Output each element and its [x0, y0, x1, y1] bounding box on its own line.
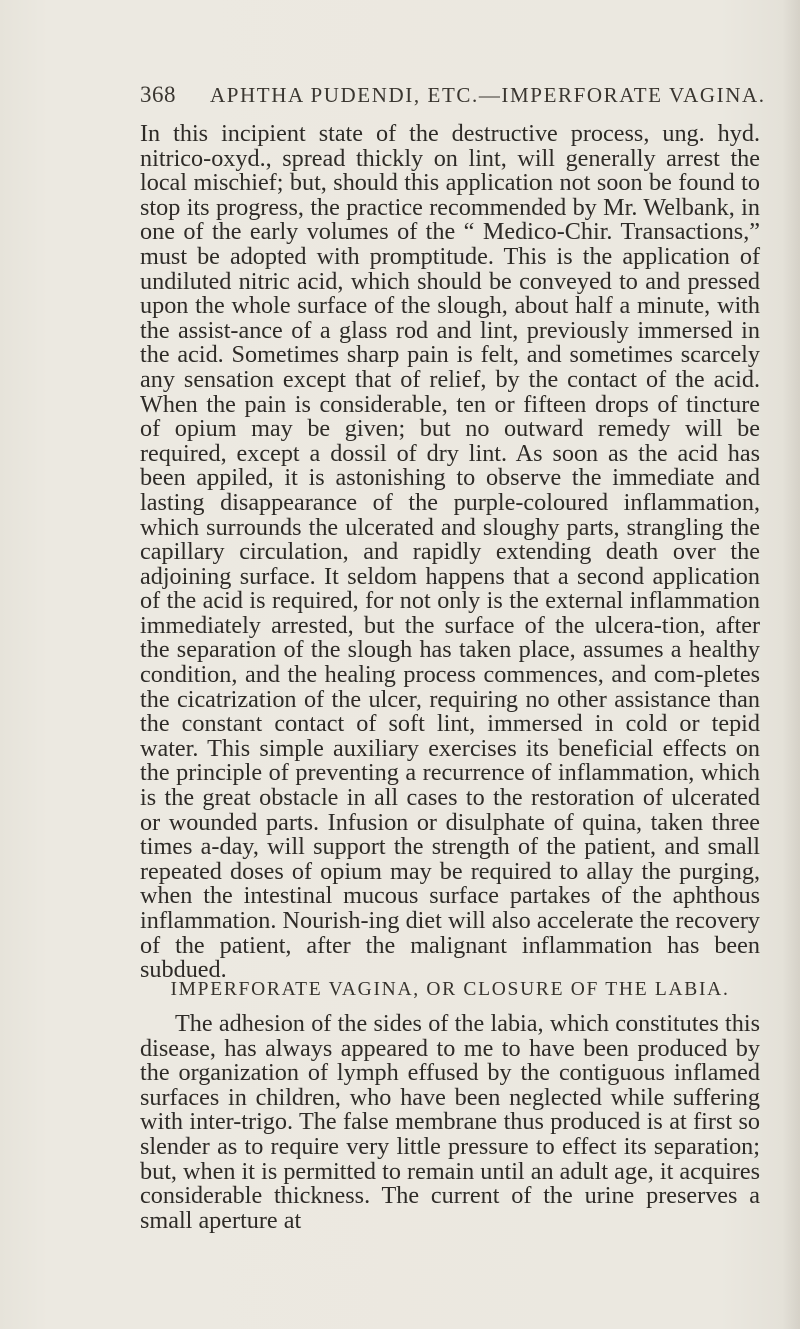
body-paragraph-1: In this incipient state of the destructive process, ung. hyd. nitrico-oxyd., spread thickly on lint, will generally arrest the local mischief; but, should this application not soon be found to stop its progress, the practice recommended by Mr. Welbank, in one of the early volumes of the “ Medico-Chir. Transactions,” must be adopted with promptitude. This is the application of undiluted nitric acid, which should be conveyed to and pressed upon the whole surface of the slough, about half a minute, with the assist-ance of a glass rod and lint, previously immersed in the acid. Sometimes sharp pain is felt, and sometimes scarcely any sensation except that of relief, by the contact of the acid. When the pain is considerable, ten or fifteen drops of tincture of opium may be given; but no outward remedy will be required, except a dossil of dry lint. As soon as the acid has been appiled, it is astonishing to observe the immediate and lasting disappearance of the purple-coloured inflammation, which surrounds the ulcerated and sloughy parts, strangling the capillary circulation, and rapidly extending death over the adjoining surface. It seldom happens that a second application of the acid is required, for not only is the external inflammation immediately arrested, but the surface of the ulcera-tion, after the separation of the slough has taken place, assumes a healthy condition, and the healing process commences, and com-pletes the cicatrization of the ulcer, requiring no other assistance than the constant contact of soft lint, immersed in cold or tepid water. This simple auxiliary exercises its beneficial effects on the principle of preventing a recurrence of inflammation, which is the great obstacle in all cases to the restoration of ulcerated or wounded parts. Infusion or disulphate of quina, taken three times a-day, will support the strength of the patient, and small repeated doses of opium may be required to allay the purging, when the intestinal mucous surface partakes of the aphthous inflammation. Nourish-ing diet will also accelerate the recovery of the patient, after the malignant inflammation has been subdued. [140, 120, 760, 984]
page-edge-shadow [782, 0, 800, 1329]
body-paragraph-2: The adhesion of the sides of the labia, which constitutes this disease, has always appeared to me to have been produced by the organization of lymph effused by the contiguous inflamed surfaces in children, who have been neglected while suffering with inter-trigo. The false membrane thus produced is at first so slender as to require very little pressure to effect its separation; but, when it is permitted to remain until an adult age, it acquires considerable thickness. The current of the urine preserves a small aperture at [140, 1010, 760, 1234]
page-number: 368 [140, 82, 176, 107]
running-title: APHTHA PUDENDI, ETC.—IMPERFORATE VAGINA. [210, 83, 766, 107]
running-header [140, 82, 766, 108]
section-heading: IMPERFORATE VAGINA, OR CLOSURE OF THE LABIA. [170, 979, 730, 1000]
